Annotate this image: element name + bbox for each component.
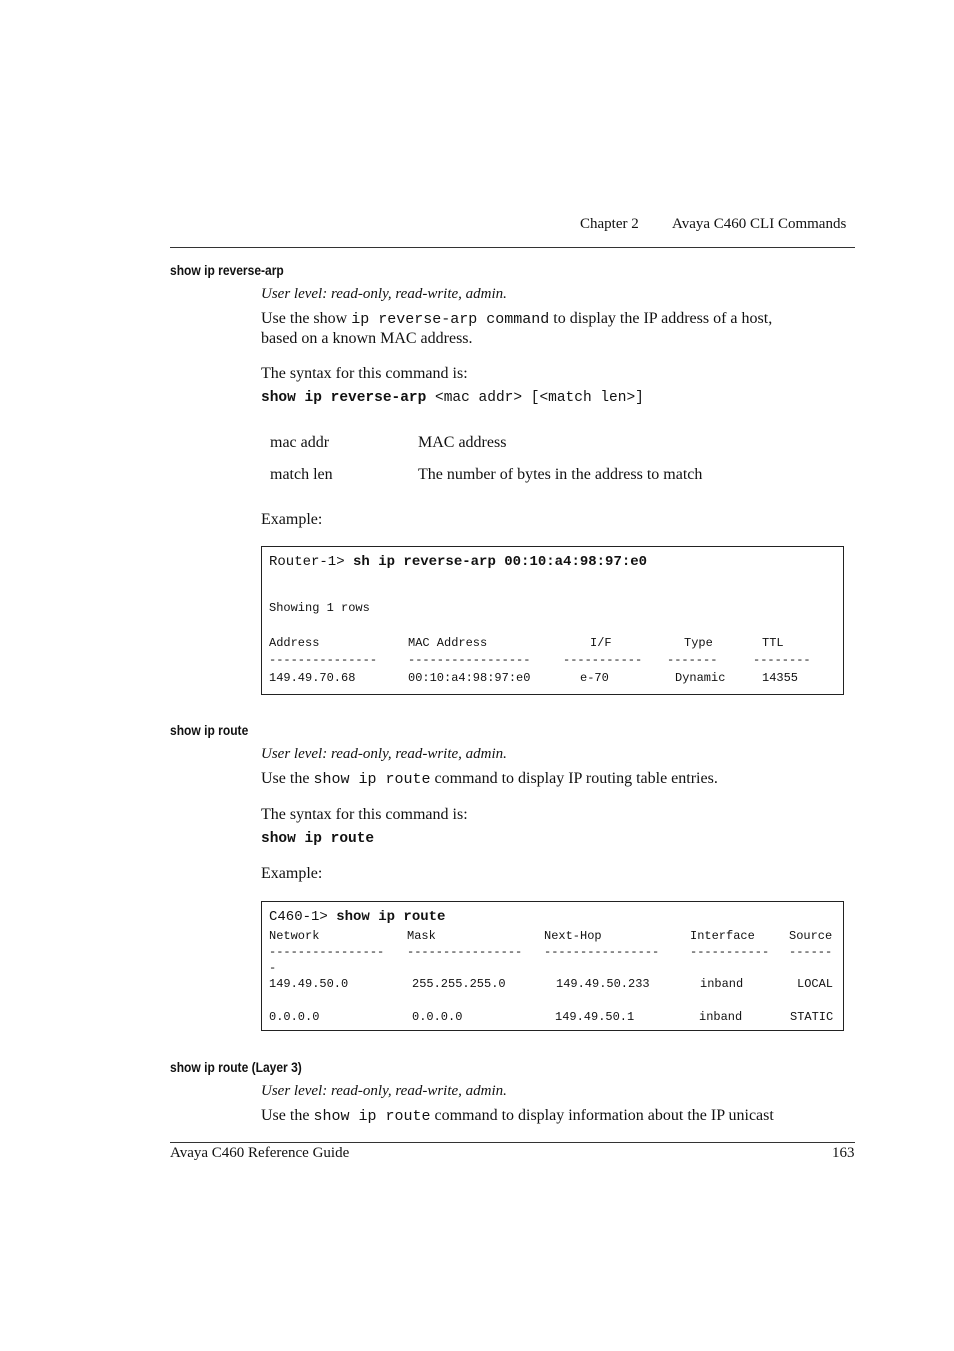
table-header: Interface bbox=[690, 929, 755, 943]
inline-code: ip reverse-arp command bbox=[351, 311, 550, 328]
syntax-command: show ip route bbox=[261, 831, 375, 847]
table-cell: e-70 bbox=[580, 671, 609, 685]
table-header: Mask bbox=[407, 929, 436, 943]
page-number: 163 bbox=[832, 1145, 855, 1161]
table-dashes: ---------------- bbox=[544, 945, 660, 959]
description-line-2: based on a known MAC address. bbox=[261, 330, 473, 347]
table-dashes: -------- bbox=[753, 653, 811, 667]
footer-rule bbox=[170, 1142, 855, 1143]
example-code-box bbox=[261, 901, 844, 1031]
table-cell: STATIC bbox=[790, 1010, 834, 1024]
syntax-line bbox=[261, 390, 644, 406]
running-header-chapter: Chapter 2 bbox=[580, 216, 639, 232]
table-dashes: ---------------- bbox=[407, 945, 523, 959]
table-cell: LOCAL bbox=[797, 977, 834, 991]
inline-code: show ip route bbox=[313, 771, 431, 788]
section-heading-ip-route: show ip route bbox=[170, 722, 249, 738]
description-line bbox=[261, 310, 772, 328]
table-cell: 149.49.50.0 bbox=[269, 977, 349, 991]
user-level-text: User level: read-only, read-write, admin. bbox=[261, 1083, 507, 1099]
description-text: Use the bbox=[261, 1107, 314, 1124]
description-text: command to display IP routing table entries. bbox=[430, 770, 718, 787]
table-header: Type bbox=[684, 636, 713, 650]
description-text: to display the IP address of a host, bbox=[549, 310, 773, 327]
param-description: The number of bytes in the address to match bbox=[418, 466, 703, 483]
table-cell: 14355 bbox=[762, 671, 799, 685]
table-cell: Dynamic bbox=[675, 671, 726, 685]
table-dashes: ------- bbox=[667, 653, 718, 667]
table-dashes: ---------------- bbox=[269, 945, 385, 959]
table-dashes: ------ bbox=[789, 945, 833, 959]
example-label: Example: bbox=[261, 511, 323, 528]
syntax-arguments: <mac addr> [<match len>] bbox=[426, 390, 644, 406]
cli-prompt: C460-1> bbox=[269, 909, 337, 925]
header-rule bbox=[170, 247, 855, 248]
table-dashes: ----------------- bbox=[408, 653, 531, 667]
example-label: Example: bbox=[261, 865, 323, 882]
param-name: match len bbox=[270, 466, 333, 483]
rows-count-line: Showing 1 rows bbox=[269, 601, 370, 615]
syntax-intro: The syntax for this command is: bbox=[261, 365, 468, 382]
description-text: command to display information about the IP unicast bbox=[430, 1107, 774, 1124]
table-cell: inband bbox=[699, 1010, 743, 1024]
table-header: I/F bbox=[590, 636, 612, 650]
param-description: MAC address bbox=[418, 434, 507, 451]
section-heading-reverse-arp: show ip reverse-arp bbox=[170, 262, 284, 278]
example-command-line bbox=[269, 554, 647, 570]
cli-command: show ip route bbox=[336, 909, 446, 925]
description-text: Use the bbox=[261, 770, 314, 787]
table-cell: 149.49.50.233 bbox=[556, 977, 650, 991]
inline-code: show ip route bbox=[313, 1108, 431, 1125]
syntax-intro: The syntax for this command is: bbox=[261, 806, 468, 823]
table-header: Network bbox=[269, 929, 320, 943]
table-cell: 0.0.0.0 bbox=[412, 1010, 463, 1024]
table-header: MAC Address bbox=[408, 636, 488, 650]
table-header: TTL bbox=[762, 636, 784, 650]
table-cell: 255.255.255.0 bbox=[412, 977, 506, 991]
description-line bbox=[261, 1107, 774, 1125]
table-dashes-wrap: - bbox=[269, 961, 277, 975]
example-command-line bbox=[269, 909, 445, 925]
user-level-text: User level: read-only, read-write, admin. bbox=[261, 286, 507, 302]
section-heading-ip-route-layer3: show ip route (Layer 3) bbox=[170, 1059, 302, 1075]
table-dashes: ----------- bbox=[690, 945, 770, 959]
cli-prompt: Router-1> bbox=[269, 554, 354, 570]
running-header-title: Avaya C460 CLI Commands bbox=[672, 216, 847, 232]
user-level-text: User level: read-only, read-write, admin. bbox=[261, 746, 507, 762]
table-cell: 149.49.50.1 bbox=[555, 1010, 635, 1024]
table-header: Address bbox=[269, 636, 320, 650]
example-code-box bbox=[261, 546, 844, 695]
table-header: Next-Hop bbox=[544, 929, 602, 943]
table-cell: 0.0.0.0 bbox=[269, 1010, 320, 1024]
description-text: Use the show bbox=[261, 310, 352, 327]
table-header: Source bbox=[789, 929, 833, 943]
cli-command: sh ip reverse-arp 00:10:a4:98:97:e0 bbox=[353, 554, 648, 570]
description-line bbox=[261, 770, 718, 788]
table-cell: 00:10:a4:98:97:e0 bbox=[408, 671, 531, 685]
param-name: mac addr bbox=[270, 434, 330, 451]
table-dashes: ----------- bbox=[563, 653, 643, 667]
footer-guide-title: Avaya C460 Reference Guide bbox=[170, 1145, 350, 1161]
table-dashes: --------------- bbox=[269, 653, 378, 667]
table-cell: inband bbox=[700, 977, 744, 991]
syntax-command: show ip reverse-arp bbox=[261, 390, 427, 406]
table-cell: 149.49.70.68 bbox=[269, 671, 356, 685]
